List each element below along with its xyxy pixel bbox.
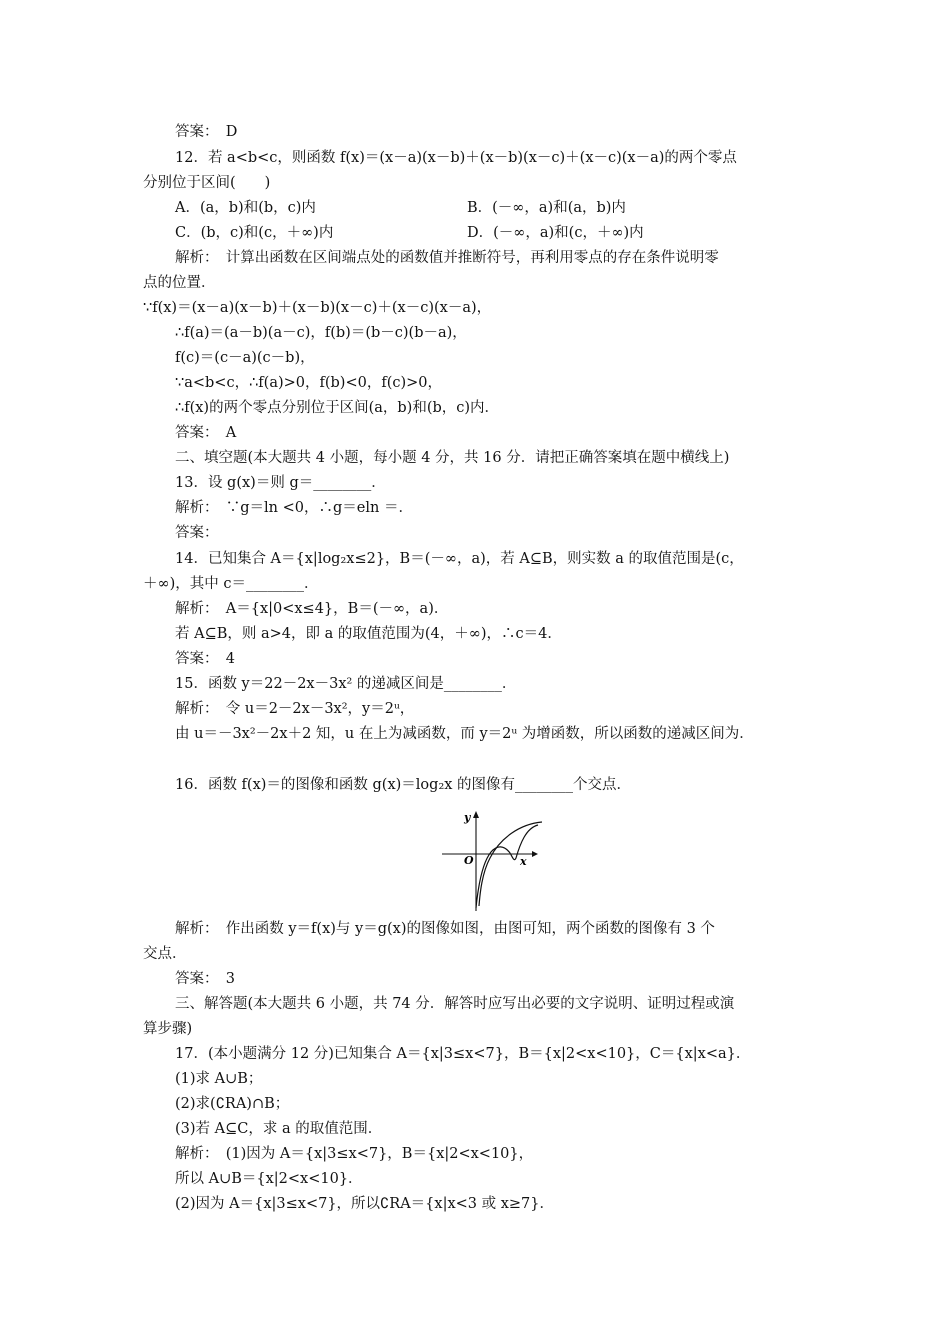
- analysis-17-line-1: 解析： (1)因为 A＝{x|3≤x<7}，B＝{x|2<x<10}，: [175, 1146, 534, 1162]
- answer-16: 答案： 3: [175, 971, 235, 987]
- analysis-17-line-3: (2)因为 A＝{x|3≤x<7}，所以∁RA＝{x|x<3 或 x≥7}．: [175, 1196, 555, 1212]
- x-axis-arrow-icon: [532, 851, 538, 857]
- analysis-15-line-2: 由 u＝－3x²－2x＋2 知，u 在上为减函数，而 y＝2ᵘ 为增函数，所以函数的递减区间为．: [175, 726, 754, 742]
- answer-13: 答案：: [175, 525, 219, 541]
- function-graph-figure: [440, 808, 550, 912]
- answer-12: 答案： A: [175, 425, 237, 441]
- analysis-12-line-3: ∵f(x)＝(x－a)(x－b)＋(x－b)(x－c)＋(x－c)(x－a)，: [143, 300, 492, 316]
- analysis-14-line-1: 解析： A＝{x|0<x≤4}，B＝(－∞，a)．: [175, 601, 449, 617]
- analysis-12-line-4: ∴f(a)＝(a－b)(a－c)，f(b)＝(b－c)(b－a)，: [175, 325, 467, 341]
- analysis-12-line-2: 点的位置．: [143, 275, 216, 291]
- question-15: 15．函数 y＝22－2x－3x² 的递减区间是________．: [175, 676, 517, 692]
- analysis-16-line-1: 解析： 作出函数 y＝f(x)与 y＝g(x)的图像如图，由图可知，两个函数的图像有 3 个: [175, 921, 715, 937]
- option-c: C．(b，c)和(c，＋∞)内: [175, 225, 334, 241]
- curve-f: [476, 825, 538, 908]
- y-axis-arrow-icon: [473, 811, 479, 818]
- question-17-part-2: (2)求(∁RA)∩B；: [175, 1096, 290, 1112]
- option-b: B．(－∞，a)和(a，b)内: [467, 200, 626, 216]
- analysis-14-line-2: 若 A⊆B，则 a>4，即 a 的取值范围为(4，＋∞)，∴c＝4．: [175, 626, 562, 642]
- question-17-part-3: (3)若 A⊆C，求 a 的取值范围．: [175, 1121, 383, 1137]
- function-graph: [440, 808, 550, 912]
- analysis-16-line-2: 交点．: [143, 946, 187, 962]
- analysis-12-line-7: ∴f(x)的两个零点分别位于区间(a，b)和(b，c)内．: [175, 400, 500, 416]
- curve-g: [479, 822, 542, 906]
- analysis-12-line-1: 解析： 计算出函数在区间端点处的函数值并推断符号，再利用零点的存在条件说明零: [175, 250, 719, 266]
- y-axis-label: y: [464, 811, 471, 824]
- question-13: 13．设 g(x)＝则 g＝________．: [175, 475, 386, 491]
- section-2-heading: 二、填空题(本大题共 4 小题，每小题 4 分，共 16 分．请把正确答案填在题中横线上): [175, 450, 730, 466]
- analysis-15-line-1: 解析： 令 u＝2－2x－3x²，y＝2ᵘ，: [175, 701, 415, 717]
- question-17-part-1: (1)求 A∪B；: [175, 1071, 263, 1087]
- section-3-heading-line-1: 三、解答题(本大题共 6 小题，共 74 分．解答时应写出必要的文字说明、证明过程或演: [175, 996, 735, 1012]
- analysis-12-line-6: ∵a<b<c，∴f(a)>0，f(b)<0，f(c)>0，: [175, 375, 443, 391]
- question-14-line-2: ＋∞)，其中 c＝________．: [143, 576, 319, 592]
- question-17: 17．(本小题满分 12 分)已知集合 A＝{x|3≤x<7}，B＝{x|2<x<10}，C＝{x|x<a}．: [175, 1046, 751, 1062]
- origin-label: O: [464, 854, 474, 867]
- section-3-heading-line-2: 算步骤): [143, 1021, 193, 1037]
- analysis-12-line-5: f(c)＝(c－a)(c－b)，: [175, 350, 315, 366]
- question-12-line-1: 12．若 a<b<c，则函数 f(x)＝(x－a)(x－b)＋(x－b)(x－c)＋(x－c)(x－a)的两个零点: [175, 150, 737, 166]
- analysis-13: 解析： ∵g＝ln <0，∴g＝eln ＝．: [175, 500, 413, 516]
- answer-11: 答案： D: [175, 124, 238, 140]
- x-axis-label: x: [520, 855, 527, 868]
- question-16: 16．函数 f(x)＝的图像和函数 g(x)＝log₂x 的图像有________个交点．: [175, 777, 632, 793]
- analysis-17-line-2: 所以 A∪B＝{x|2<x<10}．: [175, 1171, 363, 1187]
- option-d: D．(－∞，a)和(c，＋∞)内: [467, 225, 644, 241]
- option-a: A．(a，b)和(b，c)内: [175, 200, 316, 216]
- question-12-line-2: 分别位于区间( ): [143, 175, 271, 191]
- question-14-line-1: 14．已知集合 A＝{x|log₂x≤2}，B＝(－∞，a)，若 A⊆B，则实数 a 的取值范围是(c，: [175, 551, 744, 567]
- answer-14: 答案： 4: [175, 651, 235, 667]
